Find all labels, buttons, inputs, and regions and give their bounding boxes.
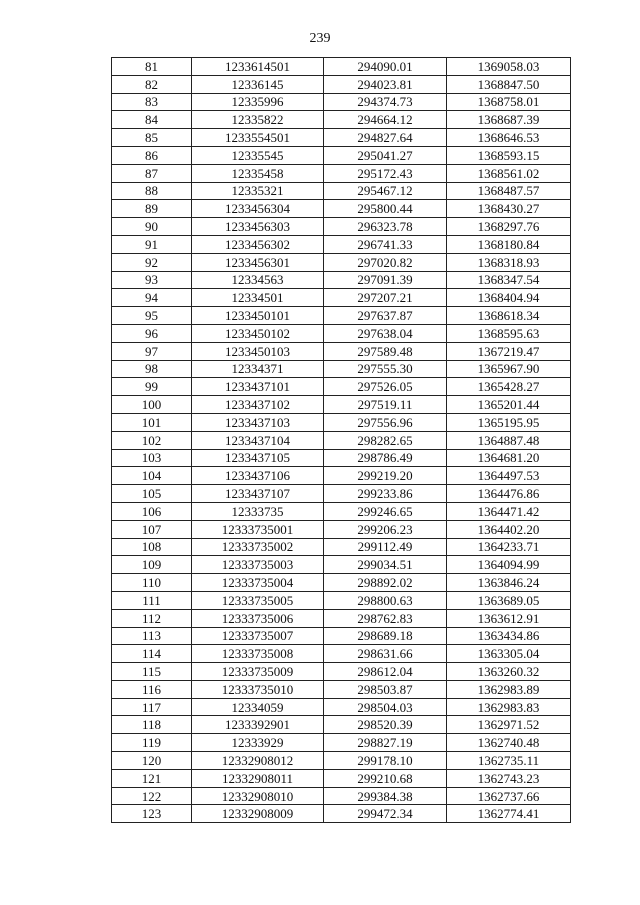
point-number-cell: 95: [112, 307, 192, 325]
table-row: [112, 378, 571, 396]
point-number-cell: 93: [112, 271, 192, 289]
y-coordinate-cell: 1362774.41: [447, 805, 571, 823]
table-row: [112, 591, 571, 609]
x-coordinate-cell: 298504.03: [324, 698, 447, 716]
point-number-cell: 116: [112, 680, 192, 698]
table-row: [112, 734, 571, 752]
x-coordinate-cell: 297091.39: [324, 271, 447, 289]
point-code-cell: 12332908012: [192, 752, 324, 770]
x-coordinate-cell: 298612.04: [324, 663, 447, 681]
point-number-cell: 82: [112, 75, 192, 93]
y-coordinate-cell: 1363260.32: [447, 663, 571, 681]
x-coordinate-cell: 297638.04: [324, 324, 447, 342]
table-row: [112, 645, 571, 663]
y-coordinate-cell: 1363689.05: [447, 591, 571, 609]
y-coordinate-cell: 1365195.95: [447, 413, 571, 431]
x-coordinate-cell: 294664.12: [324, 111, 447, 129]
point-code-cell: 12335822: [192, 111, 324, 129]
table-row: [112, 111, 571, 129]
table-row: [112, 235, 571, 253]
point-number-cell: 91: [112, 235, 192, 253]
table-row: [112, 680, 571, 698]
point-number-cell: 119: [112, 734, 192, 752]
y-coordinate-cell: 1362983.89: [447, 680, 571, 698]
y-coordinate-cell: 1368561.02: [447, 164, 571, 182]
point-number-cell: 102: [112, 431, 192, 449]
point-number-cell: 103: [112, 449, 192, 467]
x-coordinate-cell: 295800.44: [324, 200, 447, 218]
point-number-cell: 114: [112, 645, 192, 663]
table-row: [112, 58, 571, 76]
x-coordinate-cell: 297020.82: [324, 253, 447, 271]
x-coordinate-cell: 298800.63: [324, 591, 447, 609]
point-number-cell: 89: [112, 200, 192, 218]
x-coordinate-cell: 297526.05: [324, 378, 447, 396]
table-row: [112, 769, 571, 787]
point-code-cell: 1233437107: [192, 485, 324, 503]
point-number-cell: 123: [112, 805, 192, 823]
y-coordinate-cell: 1368618.34: [447, 307, 571, 325]
point-number-cell: 105: [112, 485, 192, 503]
y-coordinate-cell: 1365428.27: [447, 378, 571, 396]
point-code-cell: 12333735009: [192, 663, 324, 681]
table-row: [112, 716, 571, 734]
point-code-cell: 12333735006: [192, 609, 324, 627]
point-number-cell: 109: [112, 556, 192, 574]
y-coordinate-cell: 1368593.15: [447, 146, 571, 164]
x-coordinate-cell: 299210.68: [324, 769, 447, 787]
y-coordinate-cell: 1365201.44: [447, 396, 571, 414]
y-coordinate-cell: 1363612.91: [447, 609, 571, 627]
table-row: [112, 271, 571, 289]
page-number: 239: [309, 31, 331, 46]
point-number-cell: 118: [112, 716, 192, 734]
table-row: [112, 129, 571, 147]
x-coordinate-cell: 298282.65: [324, 431, 447, 449]
point-code-cell: 12332908010: [192, 787, 324, 805]
table-row: [112, 609, 571, 627]
point-number-cell: 111: [112, 591, 192, 609]
y-coordinate-cell: 1362743.23: [447, 769, 571, 787]
point-number-cell: 85: [112, 129, 192, 147]
point-number-cell: 112: [112, 609, 192, 627]
table-row: [112, 75, 571, 93]
point-number-cell: 120: [112, 752, 192, 770]
table-row: [112, 538, 571, 556]
point-number-cell: 90: [112, 218, 192, 236]
y-coordinate-cell: 1363305.04: [447, 645, 571, 663]
y-coordinate-cell: 1364887.48: [447, 431, 571, 449]
point-code-cell: 1233554501: [192, 129, 324, 147]
point-number-cell: 88: [112, 182, 192, 200]
point-number-cell: 122: [112, 787, 192, 805]
y-coordinate-cell: 1368687.39: [447, 111, 571, 129]
y-coordinate-cell: 1368758.01: [447, 93, 571, 111]
y-coordinate-cell: 1364497.53: [447, 467, 571, 485]
x-coordinate-cell: 297207.21: [324, 289, 447, 307]
y-coordinate-cell: 1363846.24: [447, 574, 571, 592]
x-coordinate-cell: 298689.18: [324, 627, 447, 645]
point-number-cell: 86: [112, 146, 192, 164]
table-row: [112, 520, 571, 538]
point-number-cell: 121: [112, 769, 192, 787]
table-row: [112, 200, 571, 218]
table-row: [112, 146, 571, 164]
point-code-cell: 1233614501: [192, 58, 324, 76]
point-code-cell: 1233456301: [192, 253, 324, 271]
point-code-cell: 1233437104: [192, 431, 324, 449]
x-coordinate-cell: 298762.83: [324, 609, 447, 627]
x-coordinate-cell: 298520.39: [324, 716, 447, 734]
point-number-cell: 107: [112, 520, 192, 538]
point-code-cell: 1233456303: [192, 218, 324, 236]
x-coordinate-cell: 298503.87: [324, 680, 447, 698]
table-row: [112, 467, 571, 485]
point-number-cell: 108: [112, 538, 192, 556]
point-number-cell: 106: [112, 502, 192, 520]
table-row: [112, 360, 571, 378]
y-coordinate-cell: 1368180.84: [447, 235, 571, 253]
y-coordinate-cell: 1362740.48: [447, 734, 571, 752]
x-coordinate-cell: 294374.73: [324, 93, 447, 111]
table-row: [112, 627, 571, 645]
x-coordinate-cell: 298631.66: [324, 645, 447, 663]
table-row: [112, 396, 571, 414]
table-row: [112, 93, 571, 111]
y-coordinate-cell: 1368297.76: [447, 218, 571, 236]
x-coordinate-cell: 297637.87: [324, 307, 447, 325]
x-coordinate-cell: 295172.43: [324, 164, 447, 182]
point-code-cell: 12334059: [192, 698, 324, 716]
point-number-cell: 92: [112, 253, 192, 271]
x-coordinate-cell: 296741.33: [324, 235, 447, 253]
x-coordinate-cell: 299034.51: [324, 556, 447, 574]
point-number-cell: 81: [112, 58, 192, 76]
point-number-cell: 83: [112, 93, 192, 111]
point-code-cell: 12332908009: [192, 805, 324, 823]
y-coordinate-cell: 1362735.11: [447, 752, 571, 770]
y-coordinate-cell: 1364471.42: [447, 502, 571, 520]
point-number-cell: 117: [112, 698, 192, 716]
point-number-cell: 96: [112, 324, 192, 342]
point-number-cell: 101: [112, 413, 192, 431]
table-row: [112, 752, 571, 770]
point-code-cell: 12333735010: [192, 680, 324, 698]
table-row: [112, 787, 571, 805]
point-code-cell: 1233437103: [192, 413, 324, 431]
table-row: [112, 663, 571, 681]
table-row: [112, 485, 571, 503]
table-row: [112, 324, 571, 342]
point-number-cell: 100: [112, 396, 192, 414]
point-number-cell: 104: [112, 467, 192, 485]
point-number-cell: 110: [112, 574, 192, 592]
table-row: [112, 182, 571, 200]
x-coordinate-cell: 299233.86: [324, 485, 447, 503]
table-row: [112, 307, 571, 325]
point-code-cell: 1233456304: [192, 200, 324, 218]
table-row: [112, 342, 571, 360]
y-coordinate-cell: 1362971.52: [447, 716, 571, 734]
point-code-cell: 1233437105: [192, 449, 324, 467]
x-coordinate-cell: 297519.11: [324, 396, 447, 414]
point-code-cell: 12333735001: [192, 520, 324, 538]
x-coordinate-cell: 299472.34: [324, 805, 447, 823]
point-code-cell: 12333735007: [192, 627, 324, 645]
y-coordinate-cell: 1368487.57: [447, 182, 571, 200]
x-coordinate-cell: 299219.20: [324, 467, 447, 485]
point-code-cell: 1233437102: [192, 396, 324, 414]
point-number-cell: 94: [112, 289, 192, 307]
x-coordinate-cell: 297589.48: [324, 342, 447, 360]
table-row: [112, 253, 571, 271]
point-code-cell: 12335545: [192, 146, 324, 164]
x-coordinate-cell: 299112.49: [324, 538, 447, 556]
table-row: [112, 289, 571, 307]
point-number-cell: 113: [112, 627, 192, 645]
point-number-cell: 84: [112, 111, 192, 129]
table-row: [112, 805, 571, 823]
point-code-cell: 1233450102: [192, 324, 324, 342]
table-row: [112, 431, 571, 449]
point-number-cell: 98: [112, 360, 192, 378]
table-row: [112, 502, 571, 520]
x-coordinate-cell: 295041.27: [324, 146, 447, 164]
x-coordinate-cell: 299384.38: [324, 787, 447, 805]
y-coordinate-cell: 1363434.86: [447, 627, 571, 645]
point-code-cell: 12333929: [192, 734, 324, 752]
table-body: [112, 58, 571, 823]
point-code-cell: 1233450101: [192, 307, 324, 325]
y-coordinate-cell: 1364094.99: [447, 556, 571, 574]
x-coordinate-cell: 295467.12: [324, 182, 447, 200]
point-number-cell: 115: [112, 663, 192, 681]
x-coordinate-cell: 298892.02: [324, 574, 447, 592]
y-coordinate-cell: 1368347.54: [447, 271, 571, 289]
x-coordinate-cell: 297556.96: [324, 413, 447, 431]
point-code-cell: 12333735: [192, 502, 324, 520]
table-row: [112, 413, 571, 431]
x-coordinate-cell: 299246.65: [324, 502, 447, 520]
point-code-cell: 1233456302: [192, 235, 324, 253]
table-row: [112, 556, 571, 574]
point-code-cell: 1233392901: [192, 716, 324, 734]
point-code-cell: 12333735004: [192, 574, 324, 592]
point-code-cell: 12334371: [192, 360, 324, 378]
point-code-cell: 1233450103: [192, 342, 324, 360]
x-coordinate-cell: 294090.01: [324, 58, 447, 76]
y-coordinate-cell: 1368847.50: [447, 75, 571, 93]
x-coordinate-cell: 298827.19: [324, 734, 447, 752]
point-code-cell: 12335458: [192, 164, 324, 182]
point-number-cell: 97: [112, 342, 192, 360]
point-code-cell: 12333735005: [192, 591, 324, 609]
y-coordinate-cell: 1368646.53: [447, 129, 571, 147]
x-coordinate-cell: 298786.49: [324, 449, 447, 467]
coordinates-table: [111, 57, 571, 823]
x-coordinate-cell: 299178.10: [324, 752, 447, 770]
y-coordinate-cell: 1368430.27: [447, 200, 571, 218]
x-coordinate-cell: 296323.78: [324, 218, 447, 236]
y-coordinate-cell: 1364681.20: [447, 449, 571, 467]
point-code-cell: 12335996: [192, 93, 324, 111]
y-coordinate-cell: 1362983.83: [447, 698, 571, 716]
table-row: [112, 574, 571, 592]
x-coordinate-cell: 294023.81: [324, 75, 447, 93]
y-coordinate-cell: 1368595.63: [447, 324, 571, 342]
table-row: [112, 218, 571, 236]
point-code-cell: 12336145: [192, 75, 324, 93]
table-row: [112, 449, 571, 467]
y-coordinate-cell: 1362737.66: [447, 787, 571, 805]
y-coordinate-cell: 1367219.47: [447, 342, 571, 360]
point-number-cell: 87: [112, 164, 192, 182]
x-coordinate-cell: 297555.30: [324, 360, 447, 378]
y-coordinate-cell: 1364402.20: [447, 520, 571, 538]
y-coordinate-cell: 1368318.93: [447, 253, 571, 271]
point-code-cell: 12332908011: [192, 769, 324, 787]
point-code-cell: 12334501: [192, 289, 324, 307]
point-number-cell: 99: [112, 378, 192, 396]
point-code-cell: 1233437106: [192, 467, 324, 485]
point-code-cell: 12335321: [192, 182, 324, 200]
y-coordinate-cell: 1368404.94: [447, 289, 571, 307]
y-coordinate-cell: 1364233.71: [447, 538, 571, 556]
y-coordinate-cell: 1364476.86: [447, 485, 571, 503]
point-code-cell: 12333735003: [192, 556, 324, 574]
x-coordinate-cell: 299206.23: [324, 520, 447, 538]
point-code-cell: 12334563: [192, 271, 324, 289]
y-coordinate-cell: 1365967.90: [447, 360, 571, 378]
table-row: [112, 698, 571, 716]
y-coordinate-cell: 1369058.03: [447, 58, 571, 76]
point-code-cell: 12333735002: [192, 538, 324, 556]
x-coordinate-cell: 294827.64: [324, 129, 447, 147]
point-code-cell: 1233437101: [192, 378, 324, 396]
table-row: [112, 164, 571, 182]
point-code-cell: 12333735008: [192, 645, 324, 663]
